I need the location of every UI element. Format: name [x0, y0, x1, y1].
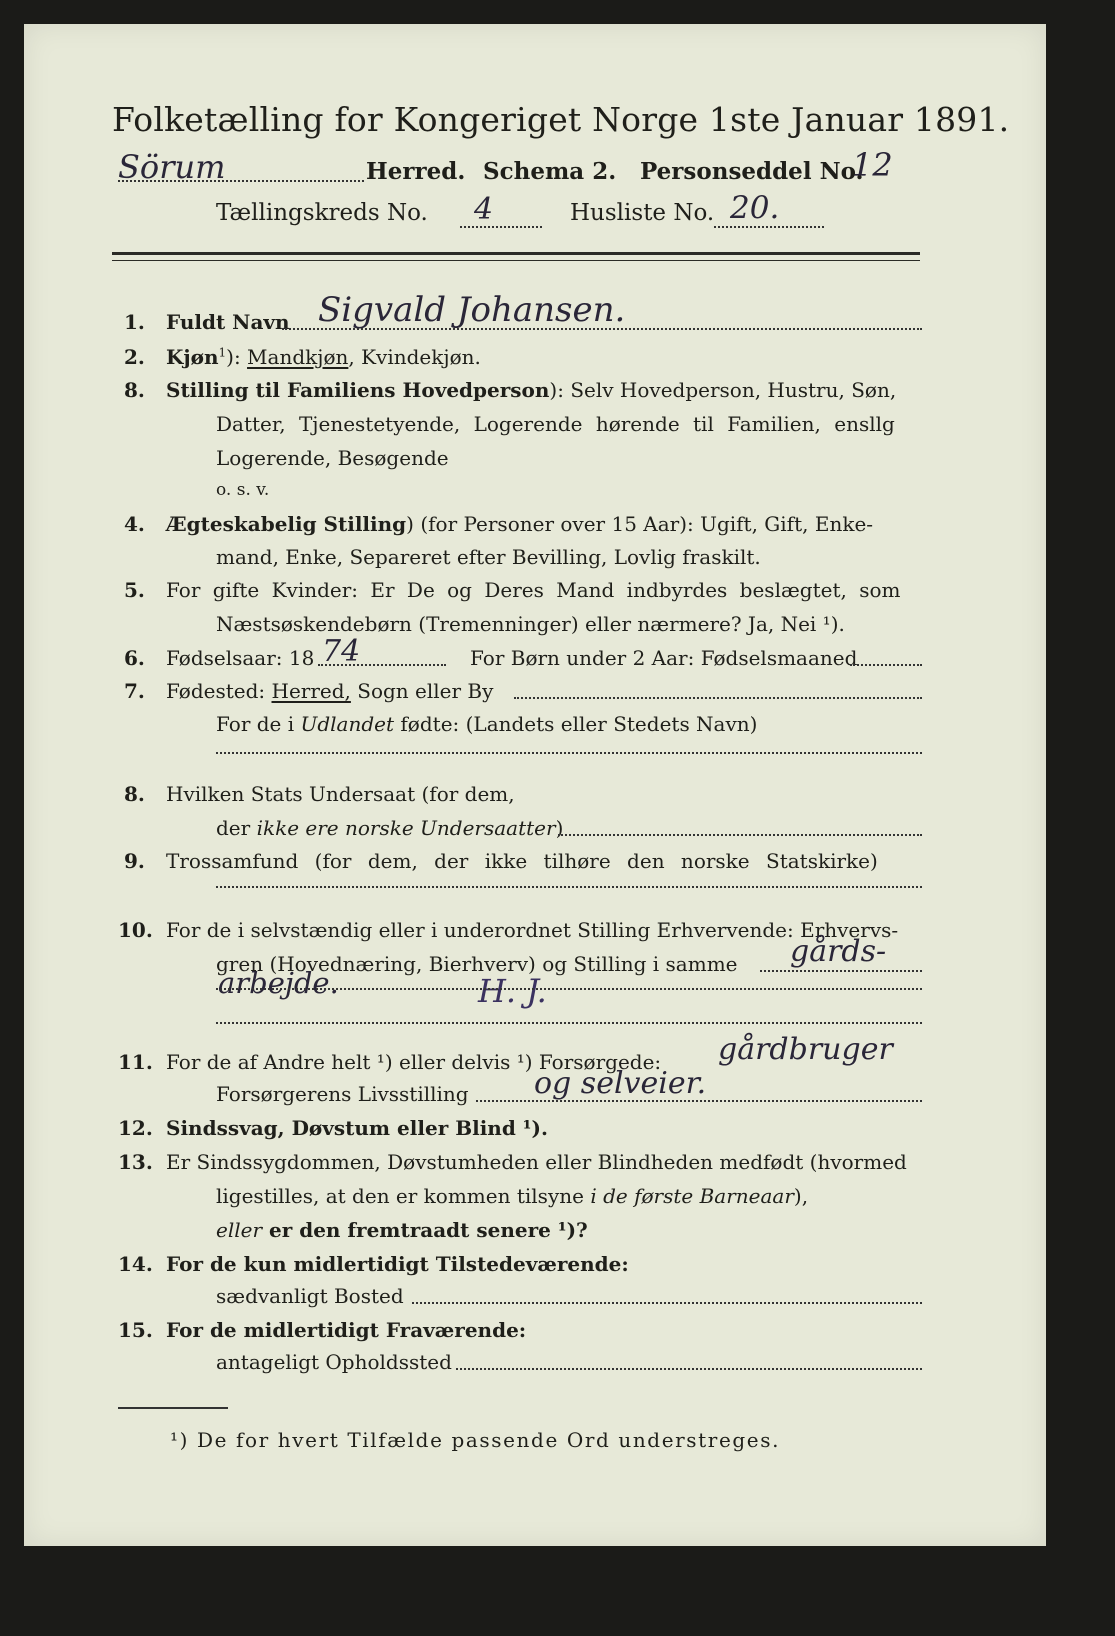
- husliste-value: 20.: [730, 190, 780, 226]
- kreds-value: 4: [474, 192, 494, 227]
- q11-number: 11.: [118, 1050, 153, 1074]
- q7-number: 7.: [124, 679, 145, 703]
- herred-dotted-line: [118, 180, 364, 182]
- q10-dotted-line-c: [216, 1022, 922, 1024]
- kreds-dotted-line: [460, 226, 542, 228]
- q3-line1-rest: ): Selv Hovedperson, Hustru, Søn,: [549, 378, 897, 402]
- q3-number: 8.: [124, 378, 145, 402]
- q13-line2-c: ),: [793, 1184, 809, 1208]
- q4-label: Ægteskabelig Stilling: [166, 512, 407, 536]
- q9-answer-line: [216, 886, 922, 888]
- schema-label: Schema 2.: [483, 158, 617, 185]
- q15-line2: antageligt Opholdssted: [216, 1350, 452, 1374]
- q7-line2: [216, 712, 757, 736]
- q3-line4: o. s. v.: [216, 480, 270, 500]
- form-title: Folketælling for Kongeriget Norge 1ste Januar 1891.: [112, 100, 1010, 139]
- q13-line2-a: ligestilles, at den er kommen tilsyne: [216, 1184, 591, 1208]
- q4-line2: mand, Enke, Separeret efter Bevilling, Lovlig fraskilt.: [216, 545, 761, 569]
- footnote-rule: [118, 1407, 228, 1409]
- q8-line2-c: ): [555, 816, 564, 840]
- q7-option-rest: Sogn eller By: [350, 679, 494, 703]
- q13-number: 13.: [118, 1150, 153, 1174]
- q6-birthyear-value: 74: [322, 634, 361, 669]
- q11-line2: Forsørgerens Livsstilling: [216, 1082, 469, 1106]
- q2-line: Kjøn$^1$): Mandkjøn, Kvindekjøn.: [166, 345, 481, 369]
- q6-number: 6.: [124, 646, 145, 670]
- q10-value-c: H. J.: [478, 972, 547, 1010]
- q7-answer-line: [216, 752, 922, 754]
- q1-label: Fuldt Navn: [166, 310, 290, 334]
- q14-line2: sædvanligt Bosted: [216, 1284, 404, 1308]
- q12-line1: Sindssvag, Døvstum eller Blind ¹).: [166, 1116, 548, 1140]
- q13-line2: [216, 1184, 808, 1208]
- q10-line1: For de i selvstændig eller i underordnet Stilling Erhvervende: Erhvervs-: [166, 918, 899, 942]
- q3-label: Stilling til Familiens Hovedperson: [166, 378, 550, 402]
- q11-value-b: og selveier.: [534, 1066, 707, 1101]
- q6-label: Fødselsaar: 18: [166, 646, 315, 670]
- q6-rest: For Børn under 2 Aar: Fødselsmaaned: [470, 646, 858, 670]
- q13-line3: [216, 1218, 588, 1242]
- q6-dotted-line-b: [850, 664, 922, 666]
- q13-line3-b: er den fremtraadt senere ¹)?: [262, 1218, 588, 1242]
- q12-number: 12.: [118, 1116, 153, 1140]
- q10-value-b: arbejde.: [218, 966, 339, 1000]
- q3-line2: Datter, Tjenestetyende, Logerende hørende til Familien, ensllg: [216, 412, 895, 436]
- header-rule-top: [112, 252, 920, 255]
- q14-number: 14.: [118, 1252, 153, 1276]
- q13-line3-a: eller: [216, 1218, 263, 1242]
- q9-line1: Trossamfund (for dem, der ikke tilhøre den norske Statskirke): [166, 849, 878, 873]
- q4-number: 4.: [124, 512, 145, 536]
- q7-line2-a: For de i: [216, 712, 301, 736]
- herred-value: Sörum: [118, 148, 226, 186]
- q1-dotted-line: [282, 328, 922, 330]
- q11-line1: For de af Andre helt ¹) eller delvis ¹) Forsørgede:: [166, 1050, 662, 1074]
- q6-dotted-line-a: [318, 664, 446, 666]
- q7-option-herred: Herred,: [271, 679, 351, 703]
- q10-value-a: gårds-: [790, 934, 887, 969]
- q14-dotted-line: [412, 1302, 922, 1304]
- kreds-label: Tællingskreds No.: [216, 200, 428, 226]
- q2-label: Kjøn: [166, 345, 219, 369]
- q11-dotted-line: [476, 1100, 922, 1102]
- q11-value-a: gårdbruger: [718, 1032, 893, 1067]
- q10-dotted-line-b: [216, 988, 922, 990]
- q13-line2-b: i de første Barneaar: [590, 1184, 794, 1208]
- q14-line1: For de kun midlertidigt Tilstedeværende:: [166, 1252, 629, 1276]
- q8-number: 8.: [124, 782, 145, 806]
- q15-line1: For de midlertidigt Fraværende:: [166, 1318, 527, 1342]
- q8-line2-b: ikke ere norske Undersaatter: [256, 816, 556, 840]
- q4-line1: [166, 512, 873, 536]
- q3-line1: [166, 378, 896, 402]
- personseddel-label: Personseddel No.: [640, 158, 864, 185]
- q13-line1: Er Sindssygdommen, Døvstumheden eller Blindheden medfødt (hvormed: [166, 1150, 907, 1174]
- q15-number: 15.: [118, 1318, 153, 1342]
- q7-line2-b: Udlandet: [300, 712, 395, 736]
- husliste-dotted-line: [714, 226, 824, 228]
- q1-number: 1.: [124, 310, 145, 334]
- q2-number: 2.: [124, 345, 145, 369]
- q5-number: 5.: [124, 578, 145, 602]
- q3-line3: Logerende, Besøgende: [216, 446, 449, 470]
- q5-line1: For gifte Kvinder: Er De og Deres Mand indbyrdes beslægtet, som: [166, 578, 901, 602]
- q7-dotted-line: [514, 697, 922, 699]
- q8-line1: Hvilken Stats Undersaat (for dem,: [166, 782, 515, 806]
- husliste-label: Husliste No.: [570, 200, 715, 226]
- q10-line2: gren (Hovednæring, Bierhverv) og Stilling i samme: [216, 952, 738, 976]
- header-rule-bottom: [112, 260, 920, 261]
- personseddel-value: 12: [852, 146, 893, 184]
- q8-line2-a: der: [216, 816, 257, 840]
- q8-dotted-line: [558, 834, 922, 836]
- q10-number: 10.: [118, 918, 153, 942]
- q9-number: 9.: [124, 849, 145, 873]
- q2-option-mandkjon: Mandkjøn: [247, 345, 349, 369]
- q7-label: Fødested:: [166, 679, 266, 703]
- herred-label: Herred.: [366, 158, 466, 185]
- q2-option-rest: , Kvindekjøn.: [348, 345, 481, 369]
- footnote: ¹) De for hvert Tilfælde passende Ord understreges.: [170, 1428, 781, 1452]
- q2-sup: 1: [218, 345, 227, 360]
- q1-name-value: Sigvald Johansen.: [318, 290, 626, 330]
- q8-line2: [216, 816, 563, 840]
- q7-line1: [166, 679, 493, 703]
- q15-dotted-line: [456, 1368, 922, 1370]
- q5-line2: Næstsøskendebørn (Tremenninger) eller nærmere? Ja, Nei ¹).: [216, 612, 845, 636]
- q10-dotted-line-a: [760, 970, 922, 972]
- q7-line2-c: fødte: (Landets eller Stedets Navn): [394, 712, 758, 736]
- q4-line1-rest: ) (for Personer over 15 Aar): Ugift, Gift, Enke-: [406, 512, 874, 536]
